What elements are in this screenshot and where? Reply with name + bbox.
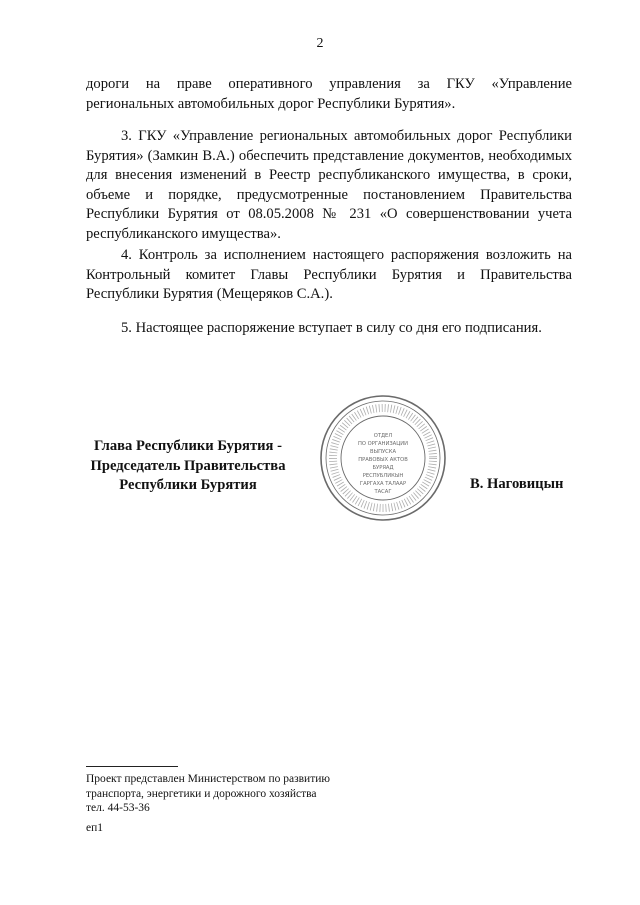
paragraph-item-4 (86, 246, 572, 305)
paragraph-text: 4. Контроль за исполнением настоящего распоряжения возложить на Контрольный комитет Главы Республики Бурятия и Правительства Республики Бурятия (Мещеряков С.А.). (86, 247, 572, 303)
footnote-divider (86, 766, 178, 767)
official-seal-stamp (318, 393, 448, 523)
paragraph-text: 5. Настоящее распоряжение вступает в силу со дня его подписания. (121, 320, 542, 336)
paragraph-text: 3. ГКУ «Управление региональных автомобильных дорог Республики Бурятия» (Замкин В.А.) обеспечить представление документов, необходимых для внесения изменений в Реестр республиканского имущества, в сроки, объеме и порядке, предусмотренные постановлением Правительства Республики Бурятия от 08.05.2008 № 231 «О совершенствовании учета республиканского имущества». (86, 128, 572, 242)
seal-text-line: ТАСАГ (374, 489, 392, 495)
seal-text-line: ВЫПУСКА (369, 449, 397, 455)
seal-text-line: ПО ОРГАНИЗАЦИИ (357, 441, 409, 447)
footnote-line: Проект представлен Министерством по развитию (86, 773, 330, 785)
file-code: еп1 (86, 822, 104, 834)
signatory-title-line: Председатель Правительства (90, 457, 286, 474)
footnote (86, 772, 330, 816)
footnote-line: тел. 44-53-36 (86, 802, 150, 814)
page-number: 2 (316, 36, 324, 51)
signatory-name: В. Наговицын (470, 476, 564, 492)
seal-text-line: ГАРГАХА ТАЛААР (359, 481, 407, 487)
signatory-title-line: Республики Бурятия (119, 477, 257, 494)
signatory-title (80, 437, 296, 496)
seal-center-text (358, 433, 408, 495)
seal-text-line: ОТДЕЛ (373, 433, 393, 439)
paragraph-text: дороги на праве оперативного управления за ГКУ «Управление региональных автомобильных дорог Республики Бурятия». (86, 76, 572, 112)
seal-text-line: РЕСПУБЛИКЫН (362, 473, 404, 479)
footnote-line: транспорта, энергетики и дорожного хозяйства (86, 787, 317, 800)
seal-text-line: ПРАВОВЫХ АКТОВ (358, 457, 408, 463)
paragraph-continuation (86, 75, 572, 114)
paragraph-item-5 (86, 319, 572, 339)
signatory-title-line: Глава Республики Бурятия - (94, 438, 282, 454)
paragraph-item-3 (86, 127, 572, 245)
seal-text-line: БУРЯАД (372, 465, 394, 471)
